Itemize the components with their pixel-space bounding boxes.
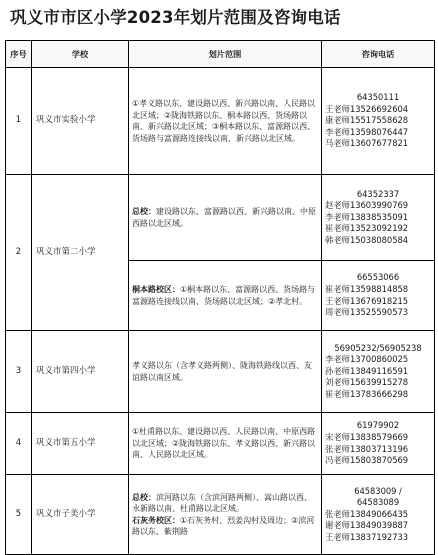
- phone-main: 66553066: [356, 272, 400, 283]
- phone-contact: 马老师13607677821: [325, 138, 409, 149]
- phone-main: 64583089: [356, 497, 400, 508]
- row-school: 巩义市子美小学: [32, 475, 129, 555]
- phone-contact: 王老师13837192733: [325, 531, 409, 542]
- table-row: [6, 175, 435, 261]
- phone-contact: 刘老师15639915278: [325, 377, 409, 388]
- row-range: [129, 261, 322, 331]
- row-range: [129, 175, 322, 261]
- phone-contact: 康老师15517558628: [325, 115, 409, 126]
- phone-contact: 孙老师13849116591: [325, 365, 409, 376]
- header-range: 划片范围: [129, 41, 322, 68]
- header-seq: 序号: [6, 41, 32, 68]
- phone-main: 61979902: [356, 420, 400, 431]
- row-range: [129, 331, 322, 413]
- row-seq: 5: [6, 475, 32, 555]
- phone-contact: 王老师13676918215: [325, 295, 409, 306]
- phone-main: 64583009 /: [354, 485, 402, 496]
- phone-contact: 李老师13838535091: [325, 211, 409, 222]
- phone-contact: 张老师13803713196: [325, 443, 409, 454]
- range-text: 滨河路以东（含滨河路两侧）、嵩山路以西、永新路以南、杜甫路以北区域。: [132, 492, 312, 513]
- phone-contact: 崔老师13783666298: [325, 388, 409, 399]
- row-seq: 1: [6, 68, 32, 175]
- table-row: [6, 331, 435, 413]
- range-label: 总校：: [132, 207, 156, 216]
- range-text: ①桐本路以东、富源路以西、货场路与富源路连接线以南、货场路以北区域；②孝北村。: [132, 285, 316, 306]
- phone-contact: 李老师13700860025: [325, 354, 409, 365]
- phone-main: 64352337: [356, 188, 400, 199]
- phone-contact: 韩老师15038080584: [325, 234, 409, 245]
- range-text: ①孝义路以东、建设路以西、新兴路以南、人民路以北区域；②陇海铁路以东、桐本路以西、货场路以南、新兴路以北区域；③桐本路以东、富源路以西、货场路与富源路连接线以南、新兴路以北区域。: [132, 99, 316, 143]
- row-school: 巩义市第四小学: [32, 331, 129, 413]
- phone-main: 56905232/56905238: [334, 342, 422, 353]
- phone-main: 64350111: [356, 92, 400, 103]
- range-text: 孝义路以东（含孝义路两侧）、陇海铁路线以西、友谊路以南区域。: [132, 361, 312, 382]
- table-header-row: [6, 41, 435, 68]
- row-phone: [322, 475, 435, 555]
- row-school: 巩义市实验小学: [32, 68, 129, 175]
- phone-contact: 崔老师13598814858: [325, 283, 409, 294]
- phone-contact: 周老师13525590573: [325, 307, 409, 318]
- row-seq: 3: [6, 331, 32, 413]
- district-table: [5, 40, 435, 555]
- row-school: 巩义市第二小学: [32, 175, 129, 331]
- row-range: [129, 68, 322, 175]
- row-phone: [322, 175, 435, 261]
- table-row: [6, 413, 435, 475]
- table-row: [6, 68, 435, 175]
- phone-contact: 王老师13526692604: [325, 103, 409, 114]
- row-phone: [322, 261, 435, 331]
- header-school: 学校: [32, 41, 129, 68]
- table-row: [6, 475, 435, 555]
- row-phone: [322, 413, 435, 475]
- row-school: 巩义市第五小学: [32, 413, 129, 475]
- row-range: [129, 413, 322, 475]
- phone-contact: 谢老师13849039887: [325, 520, 409, 531]
- row-phone: [322, 331, 435, 413]
- header-phone: 咨询电话: [322, 41, 435, 68]
- row-range: [129, 475, 322, 555]
- phone-contact: 冯老师15803870569: [325, 455, 409, 466]
- phone-contact: 李老师13598076447: [325, 126, 409, 137]
- row-seq: 4: [6, 413, 32, 475]
- range-text: 建设路以东、富源路以西、新兴路以南、中原西路以北区域。: [132, 207, 316, 228]
- range-label: 桐本路校区：: [132, 285, 180, 294]
- range-text: ①杜甫路以东、建设路以西、人民路以南、中原西路以北区域；②陇海铁路以东、孝义路以西、新兴路以南、人民路以北区域。: [132, 427, 316, 460]
- row-phone: [322, 68, 435, 175]
- range-label: 总校：: [132, 492, 156, 502]
- phone-contact: 张老师13849066435: [325, 508, 409, 519]
- range-text: ①石灰务村、烈姜沟村及周边；②滨河路以东、紫荆路: [132, 515, 315, 536]
- phone-contact: 宋老师13838579669: [325, 431, 409, 442]
- range-label: 石灰务校区：: [132, 515, 180, 525]
- row-seq: 2: [6, 175, 32, 331]
- page-title: 巩义市市区小学2023年划片范围及咨询电话: [10, 8, 341, 27]
- phone-contact: 崔老师13523092192: [325, 223, 409, 234]
- phone-contact: 赵老师13603990769: [325, 200, 409, 211]
